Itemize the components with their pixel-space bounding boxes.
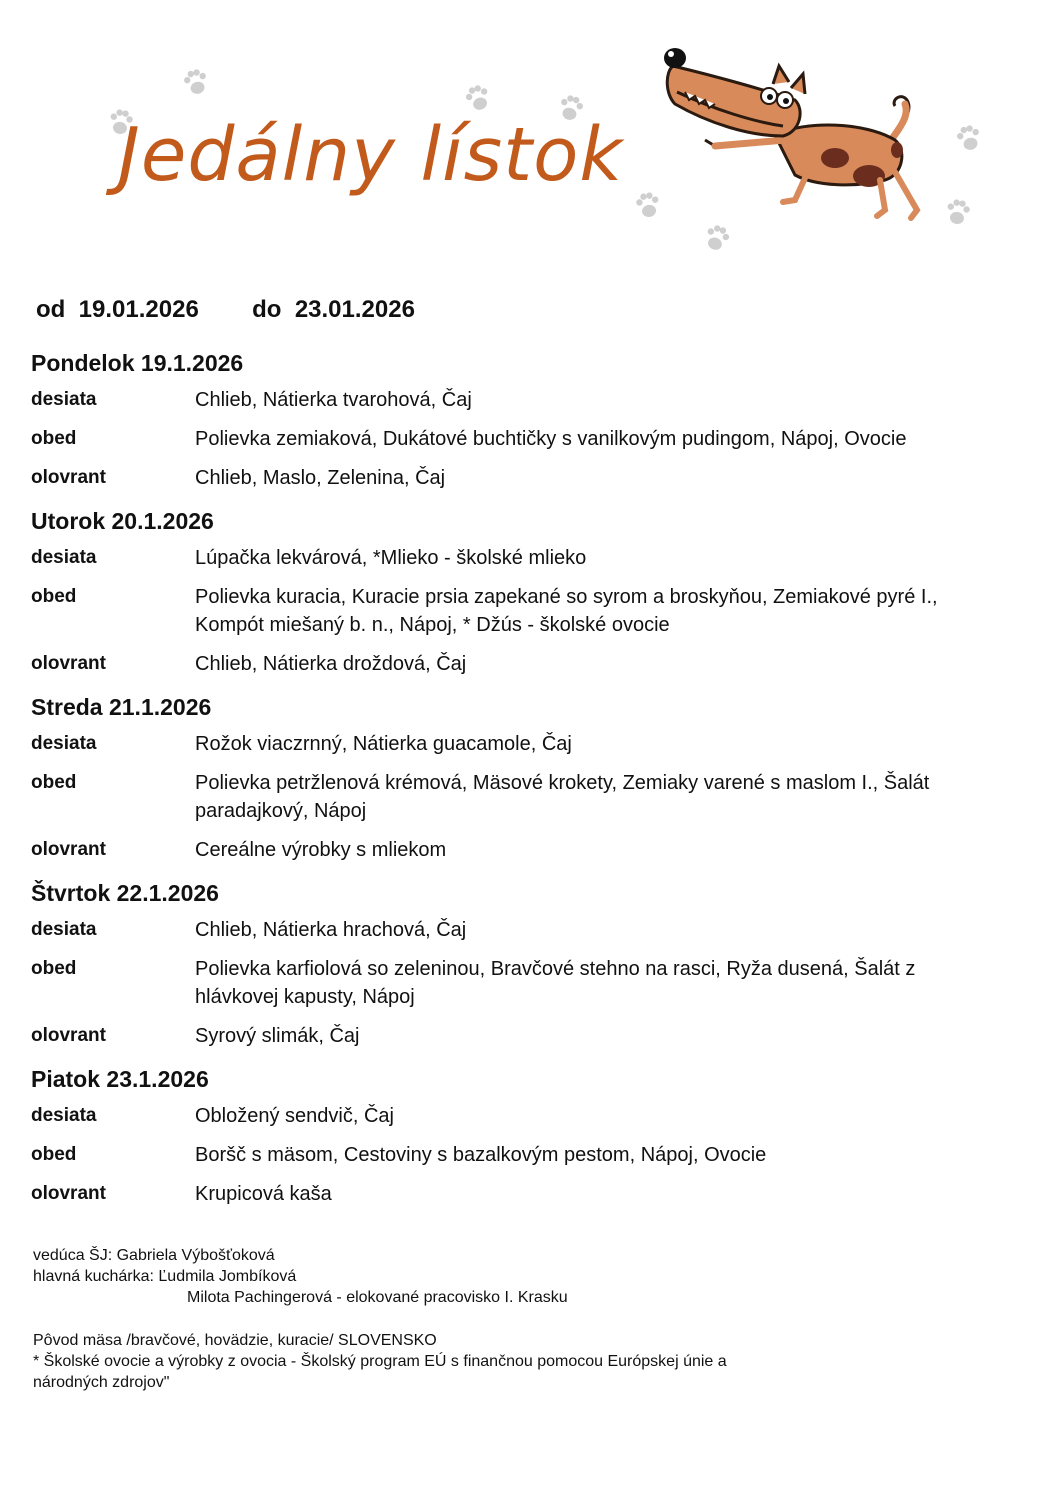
day-friday	[31, 1064, 1021, 1208]
meal-label: olovrant	[31, 1183, 106, 1204]
meal-label: olovrant	[31, 653, 106, 674]
meal-row	[31, 1141, 1021, 1169]
meal-row	[31, 583, 1021, 639]
meal-label: obed	[31, 772, 77, 793]
range-to-date: 23.01.2026	[294, 296, 415, 323]
meal-row	[31, 1180, 1021, 1208]
meal-row	[31, 386, 1021, 414]
meal-row	[31, 650, 1021, 678]
footer-head-of-canteen: vedúca ŠJ: Gabriela Výbošťoková	[33, 1247, 275, 1264]
meal-row	[31, 769, 1021, 825]
meal-row	[31, 836, 1021, 864]
page-title: Jedálny lístok	[118, 112, 624, 198]
footer-head-cook: hlavná kuchárka: Ľudmila Jombíková	[33, 1268, 297, 1285]
meal-text: Polievka zemiaková, Dukátové buchtičky s vanilkovým pudingom, Nápoj, Ovocie	[195, 428, 907, 450]
day-thursday	[31, 878, 1021, 1050]
meal-text: Lúpačka lekvárová, *Mlieko - školské mlieko	[195, 547, 587, 569]
meal-text: Polievka kuracia, Kuracie prsia zapekané so syrom a broskyňou, Zemiakové pyré I., Kompót miešaný b. n., Nápoj, * Džús - školské ovocie	[195, 586, 938, 636]
meal-row	[31, 955, 1021, 1011]
meal-text: Chlieb, Nátierka droždová, Čaj	[195, 653, 467, 675]
meal-label: desiata	[31, 389, 97, 410]
meal-text: Chlieb, Maslo, Zelenina, Čaj	[195, 467, 446, 489]
meal-row	[31, 464, 1021, 492]
paw-print-icon	[955, 123, 983, 152]
range-from-label: od	[36, 296, 66, 323]
footer-school-program-note: * Školské ovocie a výrobky z ovocia - Školský program EÚ s finančnou pomocou Európskej únie a	[33, 1353, 727, 1370]
meal-text: Obložený sendvič, Čaj	[195, 1105, 394, 1127]
date-range	[36, 296, 415, 324]
meal-row	[31, 730, 1021, 758]
meal-label: desiata	[31, 547, 97, 568]
meal-label: obed	[31, 1144, 77, 1165]
meal-text: Cereálne výrobky s mliekom	[195, 839, 447, 861]
day-wednesday	[31, 692, 1021, 864]
weekly-menu	[31, 348, 1021, 1222]
meal-label: obed	[31, 428, 77, 449]
day-title: Piatok 23.1.2026	[31, 1066, 209, 1092]
range-to-label: do	[252, 296, 282, 323]
meal-text: Boršč s mäsom, Cestoviny s bazalkovým pestom, Nápoj, Ovocie	[195, 1144, 767, 1166]
footer-second-cook: Milota Pachingerová - elokované pracovisko I. Krasku	[187, 1289, 568, 1306]
meal-label: olovrant	[31, 467, 106, 488]
day-tuesday	[31, 506, 1021, 678]
day-title: Utorok 20.1.2026	[31, 508, 214, 534]
meal-label: desiata	[31, 733, 97, 754]
meal-label: desiata	[31, 919, 97, 940]
meal-label: obed	[31, 958, 77, 979]
paw-print-icon	[463, 83, 492, 113]
day-monday	[31, 348, 1021, 492]
meal-text: Rožok viaczrnný, Nátierka guacamole, Čaj	[195, 733, 572, 755]
range-from-date: 19.01.2026	[78, 296, 199, 323]
day-title: Pondelok 19.1.2026	[31, 350, 244, 376]
day-title: Streda 21.1.2026	[31, 694, 212, 720]
meal-text: Polievka karfiolová so zeleninou, Bravčové stehno na rasci, Ryža dusená, Šalát z hlávkovej kapusty, Nápoj	[195, 958, 916, 1008]
meal-row	[31, 1022, 1021, 1050]
meal-text: Polievka petržlenová krémová, Mäsové krokety, Zemiaky varené s maslom I., Šalát paradajkový, Nápoj	[195, 772, 930, 822]
header	[0, 0, 1061, 275]
footer-notes	[33, 1245, 727, 1393]
meal-label: desiata	[31, 1105, 97, 1126]
meal-row	[31, 544, 1021, 572]
meal-text: Krupicová kaša	[195, 1183, 332, 1205]
meal-row	[31, 916, 1021, 944]
meal-text: Chlieb, Nátierka hrachová, Čaj	[195, 919, 467, 941]
meal-label: olovrant	[31, 1025, 106, 1046]
meal-row	[31, 1102, 1021, 1130]
meal-text: Chlieb, Nátierka tvarohová, Čaj	[195, 389, 472, 411]
meal-label: obed	[31, 586, 77, 607]
paw-print-icon	[945, 198, 971, 226]
footer-meat-origin: Pôvod mäsa /bravčové, hovädzie, kuracie/ SLOVENSKO	[33, 1332, 437, 1349]
meal-row	[31, 425, 1021, 453]
paw-print-icon	[182, 67, 210, 96]
footer-spacer	[33, 1308, 727, 1330]
dog-illustration-icon	[655, 40, 925, 230]
footer-school-program-note-cont: národných zdrojov"	[33, 1374, 170, 1391]
day-title: Štvrtok 22.1.2026	[31, 880, 219, 906]
meal-label: olovrant	[31, 839, 106, 860]
meal-text: Syrový slimák, Čaj	[195, 1025, 360, 1047]
